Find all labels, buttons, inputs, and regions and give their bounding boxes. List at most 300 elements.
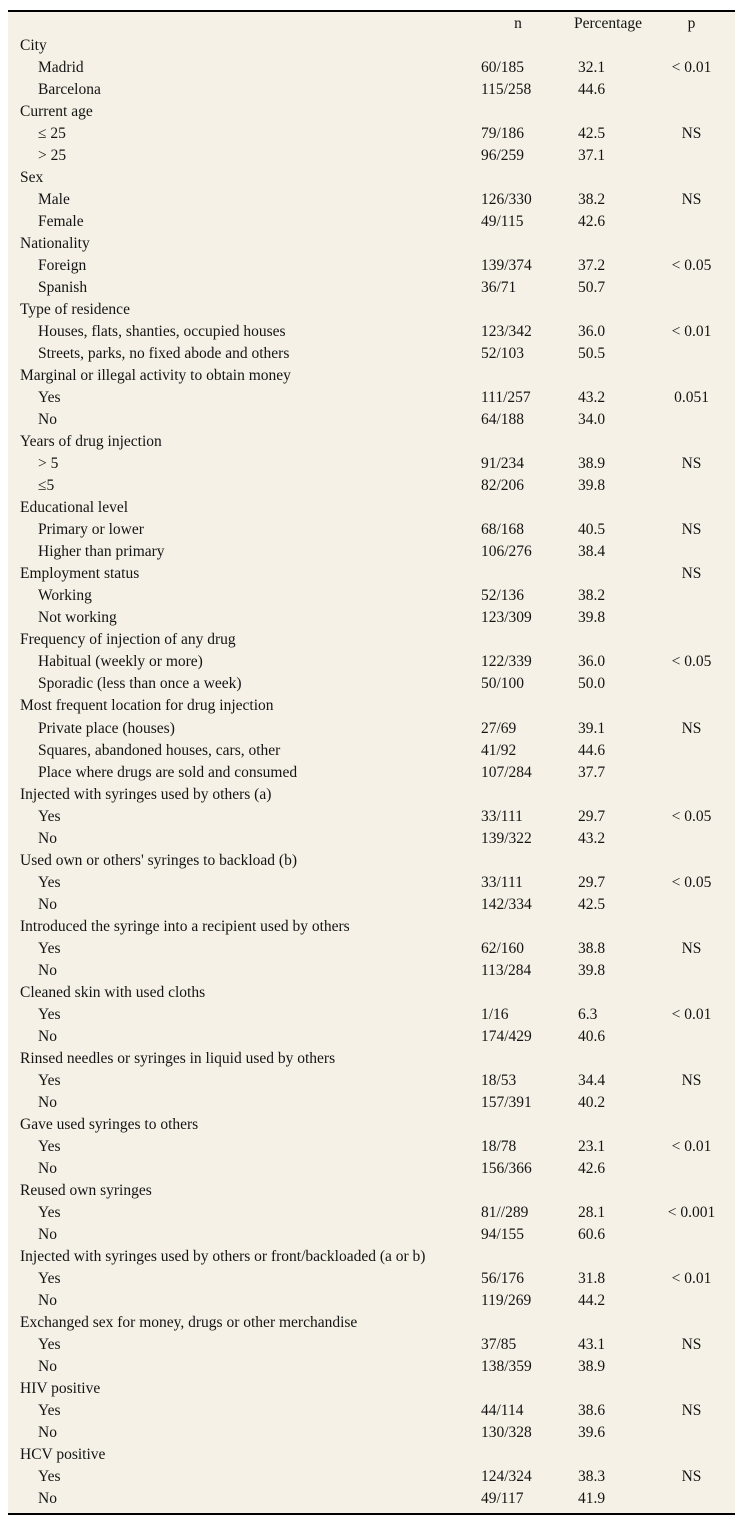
table-row	[8, 387, 735, 409]
row-label: Current age	[20, 103, 93, 121]
row-label: No	[38, 1424, 57, 1441]
row-label: Yes	[38, 939, 61, 957]
cell-p: NS	[681, 939, 702, 957]
cell-n: 157/391	[481, 1093, 532, 1111]
cell-n	[468, 982, 568, 1004]
cell-percentage: 38.9	[578, 455, 606, 473]
cell-percentage	[568, 629, 648, 651]
cell-percentage	[568, 982, 648, 1004]
cell-p	[648, 960, 735, 982]
row-label: Introduced the syringe into a recipient used by others	[20, 917, 350, 935]
cell-n: 124/324	[481, 1468, 532, 1486]
cell-percentage	[568, 497, 648, 519]
row-label: Yes	[38, 1468, 61, 1486]
cell-n	[468, 497, 568, 519]
table-group-row	[8, 695, 735, 717]
cell-percentage	[568, 365, 648, 387]
row-label: > 5	[38, 455, 59, 473]
table-row	[8, 1268, 735, 1290]
table-group-row	[8, 233, 735, 255]
cell-percentage: 39.8	[578, 609, 606, 627]
row-label: Yes	[38, 1401, 61, 1419]
column-header-p: p	[687, 15, 696, 32]
row-label: No	[38, 1159, 57, 1177]
cell-p	[648, 541, 735, 563]
table-group-row	[8, 784, 735, 806]
cell-percentage: 32.1	[578, 59, 606, 77]
cell-percentage: 29.7	[578, 873, 606, 891]
row-label: Exchanged sex for money, drugs or other merchandise	[20, 1313, 358, 1331]
cell-percentage: 34.0	[578, 411, 606, 429]
cell-percentage	[568, 850, 648, 872]
table-row	[8, 189, 735, 211]
column-header-percentage: Percentage	[574, 15, 642, 32]
cell-p: NS	[681, 719, 702, 737]
cell-p	[648, 431, 735, 453]
cell-p	[648, 35, 735, 57]
table-row	[8, 541, 735, 563]
table-group-row	[8, 1246, 735, 1268]
table-row	[8, 343, 735, 365]
table-row	[8, 321, 735, 343]
cell-n: 18/78	[481, 1137, 517, 1155]
cell-percentage	[568, 1246, 648, 1268]
cell-n	[468, 695, 568, 717]
cell-n: 36/71	[481, 279, 517, 297]
cell-p	[648, 1488, 735, 1510]
cell-n: 123/309	[481, 609, 532, 627]
cell-percentage: 31.8	[578, 1269, 606, 1287]
cell-p	[648, 1444, 735, 1466]
cell-p	[648, 1158, 735, 1180]
table-row	[8, 1136, 735, 1158]
row-label: HIV positive	[20, 1379, 101, 1397]
cell-n: 44/114	[481, 1401, 524, 1419]
row-label: No	[38, 1291, 57, 1309]
cell-p: < 0.01	[671, 1005, 712, 1023]
cell-p	[648, 673, 735, 695]
cell-percentage: 43.1	[578, 1335, 606, 1353]
cell-p: < 0.01	[671, 1137, 712, 1155]
cell-percentage: 38.2	[578, 191, 606, 209]
table-row	[8, 806, 735, 828]
cell-percentage: 6.3	[578, 1005, 598, 1023]
row-label: No	[38, 411, 57, 429]
cell-n: 123/342	[481, 323, 532, 341]
row-label: No	[38, 961, 57, 979]
cell-n: 33/111	[481, 807, 523, 825]
row-label: Madrid	[38, 59, 84, 77]
cell-n: 115/258	[481, 81, 532, 99]
cell-percentage: 42.6	[578, 213, 606, 231]
cell-p	[648, 850, 735, 872]
cell-n: 41/92	[481, 741, 517, 759]
cell-percentage: 60.6	[578, 1225, 606, 1243]
table-row	[8, 475, 735, 497]
cell-p	[648, 1092, 735, 1114]
column-header-label	[8, 13, 468, 35]
table-body	[8, 35, 735, 1510]
cell-percentage: 44.2	[578, 1291, 606, 1309]
cell-p: NS	[681, 1401, 702, 1419]
table-row	[8, 1004, 735, 1026]
cell-percentage	[568, 167, 648, 189]
table-row	[8, 1334, 735, 1356]
cell-n: 52/103	[481, 345, 525, 363]
cell-n: 111/257	[481, 389, 531, 407]
cell-n: 62/160	[481, 939, 525, 957]
table-row	[8, 894, 735, 916]
cell-p	[648, 982, 735, 1004]
cell-n: 122/339	[481, 653, 532, 671]
row-label: Higher than primary	[38, 543, 165, 561]
cell-n	[468, 365, 568, 387]
cell-n: 139/322	[481, 829, 532, 847]
table-group-row	[8, 916, 735, 938]
cell-p	[648, 1114, 735, 1136]
cell-percentage: 37.2	[578, 257, 606, 275]
cell-n: 56/176	[481, 1269, 525, 1287]
cell-n: 96/259	[481, 147, 525, 165]
row-label: Educational level	[20, 499, 129, 517]
cell-n	[468, 1048, 568, 1070]
table-row	[8, 79, 735, 101]
cell-p	[648, 1290, 735, 1312]
row-label: ≤ 25	[38, 125, 66, 143]
cell-n: 106/276	[481, 543, 532, 561]
table-row	[8, 453, 735, 475]
table-row	[8, 872, 735, 894]
table-row	[8, 938, 735, 960]
cell-p	[648, 1422, 735, 1444]
table-row	[8, 1158, 735, 1180]
cell-percentage	[568, 101, 648, 123]
cell-percentage: 42.5	[578, 125, 606, 143]
cell-n: 49/115	[481, 213, 524, 231]
table-group-row	[8, 365, 735, 387]
cell-p	[648, 585, 735, 607]
row-label: Most frequent location for drug injection	[20, 697, 274, 715]
cell-p	[648, 1180, 735, 1202]
cell-n: 139/374	[481, 257, 532, 275]
cell-p: NS	[681, 455, 702, 473]
cell-percentage: 23.1	[578, 1137, 606, 1155]
cell-p	[648, 277, 735, 299]
cell-n: 113/284	[481, 961, 532, 979]
cell-n	[468, 1114, 568, 1136]
cell-p: NS	[681, 125, 702, 143]
table-row	[8, 828, 735, 850]
cell-n: 27/69	[481, 719, 517, 737]
table-row	[8, 740, 735, 762]
row-label: Barcelona	[38, 81, 101, 99]
cell-percentage: 41.9	[578, 1490, 606, 1508]
table-row	[8, 1356, 735, 1378]
cell-p: < 0.05	[671, 653, 712, 671]
table-row	[8, 1422, 735, 1444]
cell-n	[468, 850, 568, 872]
cell-p	[648, 409, 735, 431]
table-row	[8, 651, 735, 673]
cell-n: 107/284	[481, 763, 532, 781]
cell-percentage: 38.6	[578, 1401, 606, 1419]
row-label: Habitual (weekly or more)	[38, 653, 203, 671]
cell-p: NS	[681, 1468, 702, 1486]
row-label: Yes	[38, 873, 61, 891]
cell-n: 37/85	[481, 1335, 517, 1353]
row-label: Yes	[38, 1203, 61, 1221]
row-label: > 25	[38, 147, 67, 165]
table-row	[8, 145, 735, 167]
table-row	[8, 1466, 735, 1488]
table-row	[8, 762, 735, 784]
cell-n	[468, 1246, 568, 1268]
table-row	[8, 585, 735, 607]
cell-n: 50/100	[481, 675, 525, 693]
cell-percentage	[568, 1312, 648, 1334]
cell-n	[468, 784, 568, 806]
cell-p	[648, 1312, 735, 1334]
cell-percentage: 39.6	[578, 1424, 606, 1441]
row-label: Primary or lower	[38, 521, 144, 539]
cell-percentage: 39.1	[578, 719, 606, 737]
table-group-row	[8, 497, 735, 519]
cell-p	[648, 79, 735, 101]
cell-n	[468, 629, 568, 651]
cell-n: 156/366	[481, 1159, 532, 1177]
table-row	[8, 1290, 735, 1312]
cell-p: < 0.01	[671, 59, 712, 77]
cell-p	[648, 1026, 735, 1048]
cell-n	[468, 1444, 568, 1466]
cell-n	[468, 563, 568, 585]
row-label: No	[38, 1093, 57, 1111]
cell-n: 94/155	[481, 1225, 525, 1243]
cell-n	[468, 1180, 568, 1202]
row-label: Injected with syringes used by others (a)	[20, 785, 272, 803]
row-label: Private place (houses)	[38, 719, 175, 737]
cell-percentage	[568, 1114, 648, 1136]
row-label: Houses, flats, shanties, occupied houses	[38, 323, 286, 341]
cell-p	[648, 762, 735, 784]
cell-n: 1/16	[481, 1005, 509, 1023]
cell-percentage	[568, 1048, 648, 1070]
row-label: Yes	[38, 1269, 61, 1287]
cell-p	[648, 343, 735, 365]
cell-percentage	[568, 784, 648, 806]
cell-n: 49/117	[481, 1490, 524, 1508]
row-label: Nationality	[20, 235, 90, 253]
cell-n	[468, 101, 568, 123]
cell-p	[648, 607, 735, 629]
cell-p: NS	[681, 191, 702, 209]
table-row	[8, 1224, 735, 1246]
row-label: Marginal or illegal activity to obtain money	[20, 367, 291, 385]
row-label: Cleaned skin with used cloths	[20, 983, 206, 1001]
row-label: Injected with syringes used by others or front/backloaded (a or b)	[20, 1247, 426, 1265]
cell-percentage: 42.5	[578, 895, 606, 913]
cell-percentage	[568, 916, 648, 938]
table-row	[8, 960, 735, 982]
row-label: Gave used syringes to others	[20, 1115, 199, 1133]
row-label: Male	[38, 191, 70, 209]
cell-p	[648, 211, 735, 233]
cell-n	[468, 916, 568, 938]
cell-percentage: 38.8	[578, 939, 606, 957]
table-group-row	[8, 101, 735, 123]
cell-n	[468, 1378, 568, 1400]
cell-p	[648, 497, 735, 519]
cell-p	[648, 299, 735, 321]
cell-n: 18/53	[481, 1071, 517, 1089]
row-label: Yes	[38, 1071, 61, 1089]
row-label: ≤5	[38, 477, 55, 495]
cell-p	[648, 475, 735, 497]
cell-p	[648, 695, 735, 717]
cell-percentage	[568, 431, 648, 453]
cell-percentage: 40.2	[578, 1093, 606, 1111]
cell-p: < 0.001	[667, 1203, 716, 1221]
cell-p: NS	[681, 1335, 702, 1353]
row-label: Used own or others' syringes to backload (b)	[20, 851, 297, 869]
table-group-row	[8, 563, 735, 585]
cell-n	[468, 299, 568, 321]
row-label: Place where drugs are sold and consumed	[38, 763, 298, 781]
cell-n	[468, 431, 568, 453]
cell-percentage: 37.7	[578, 763, 606, 781]
cell-percentage: 38.4	[578, 543, 606, 561]
row-label: Working	[38, 587, 92, 605]
cell-n: 126/330	[481, 191, 532, 209]
table-group-row	[8, 167, 735, 189]
cell-n: 52/136	[481, 587, 525, 605]
cell-percentage: 50.7	[578, 279, 606, 297]
table-row	[8, 673, 735, 695]
column-header-n: n	[514, 15, 522, 32]
row-label: Spanish	[38, 279, 88, 297]
row-label: Foreign	[38, 257, 87, 275]
cell-p	[648, 365, 735, 387]
cell-p	[648, 1048, 735, 1070]
cell-percentage: 40.5	[578, 521, 606, 539]
row-label: Employment status	[20, 565, 140, 583]
row-label: Streets, parks, no fixed abode and others	[38, 345, 290, 363]
row-label: No	[38, 829, 57, 847]
table-group-row	[8, 431, 735, 453]
table-row	[8, 519, 735, 541]
cell-p	[648, 916, 735, 938]
row-label: Female	[38, 213, 84, 231]
cell-p	[648, 101, 735, 123]
cell-p	[648, 1356, 735, 1378]
row-label: No	[38, 1225, 57, 1243]
cell-percentage: 37.1	[578, 147, 606, 165]
table-row	[8, 718, 735, 740]
row-label: No	[38, 895, 57, 913]
cell-percentage: 38.3	[578, 1468, 606, 1486]
row-label: Reused own syringes	[20, 1181, 152, 1199]
cell-p	[648, 894, 735, 916]
cell-percentage: 36.0	[578, 323, 606, 341]
cell-percentage: 39.8	[578, 477, 606, 495]
cell-p: < 0.05	[671, 807, 712, 825]
row-label: Yes	[38, 1335, 61, 1353]
row-label: Yes	[38, 807, 61, 825]
cell-percentage: 29.7	[578, 807, 606, 825]
cell-p: < 0.05	[671, 873, 712, 891]
cell-p: NS	[681, 1071, 702, 1089]
cell-p: 0.051	[674, 389, 709, 407]
cell-percentage: 39.8	[578, 961, 606, 979]
row-label: Squares, abandoned houses, cars, other	[38, 741, 281, 759]
cell-n	[468, 35, 568, 57]
cell-percentage	[568, 563, 648, 585]
row-label: Rinsed needles or syringes in liquid used by others	[20, 1049, 336, 1067]
cell-percentage: 38.2	[578, 587, 606, 605]
table-group-row	[8, 299, 735, 321]
row-label: Yes	[38, 1005, 61, 1023]
cell-n: 64/188	[481, 411, 525, 429]
table-row	[8, 1202, 735, 1224]
cell-percentage: 44.6	[578, 81, 606, 99]
cell-p: < 0.05	[671, 257, 712, 275]
row-label: Years of drug injection	[20, 433, 162, 451]
table-row	[8, 255, 735, 277]
cell-p	[648, 233, 735, 255]
cell-percentage	[568, 1180, 648, 1202]
table-header-row	[8, 13, 735, 35]
cell-n: 82/206	[481, 477, 525, 495]
cell-percentage: 40.6	[578, 1027, 606, 1045]
cell-p	[648, 629, 735, 651]
cell-percentage	[568, 1378, 648, 1400]
cell-n: 79/186	[481, 125, 525, 143]
table-row	[8, 57, 735, 79]
table-group-row	[8, 35, 735, 57]
cell-p: NS	[681, 521, 702, 539]
table-group-row	[8, 1378, 735, 1400]
cell-n	[468, 1312, 568, 1334]
cell-p	[648, 1224, 735, 1246]
row-label: No	[38, 1490, 57, 1508]
cell-percentage: 43.2	[578, 829, 606, 847]
row-label: Not working	[38, 609, 117, 627]
row-label: Frequency of injection of any drug	[20, 631, 236, 649]
cell-percentage	[568, 233, 648, 255]
cell-n: 91/234	[481, 455, 525, 473]
table-row	[8, 409, 735, 431]
cell-p: NS	[681, 565, 702, 583]
cell-percentage: 44.6	[578, 741, 606, 759]
cell-p	[648, 1378, 735, 1400]
table-group-row	[8, 1048, 735, 1070]
cell-percentage: 38.9	[578, 1357, 606, 1375]
cell-n: 33/111	[481, 873, 523, 891]
cell-p: < 0.01	[671, 323, 712, 341]
table-row	[8, 1026, 735, 1048]
row-label: Type of residence	[20, 301, 130, 319]
cell-n: 142/334	[481, 895, 532, 913]
cell-percentage: 50.5	[578, 345, 606, 363]
table-group-row	[8, 850, 735, 872]
table-group-row	[8, 1180, 735, 1202]
row-label: Sex	[20, 169, 44, 187]
row-label: Sporadic (less than once a week)	[38, 675, 242, 693]
cell-percentage: 50.0	[578, 675, 606, 693]
cell-n: 60/185	[481, 59, 525, 77]
table-row	[8, 123, 735, 145]
row-label: Yes	[38, 389, 61, 407]
